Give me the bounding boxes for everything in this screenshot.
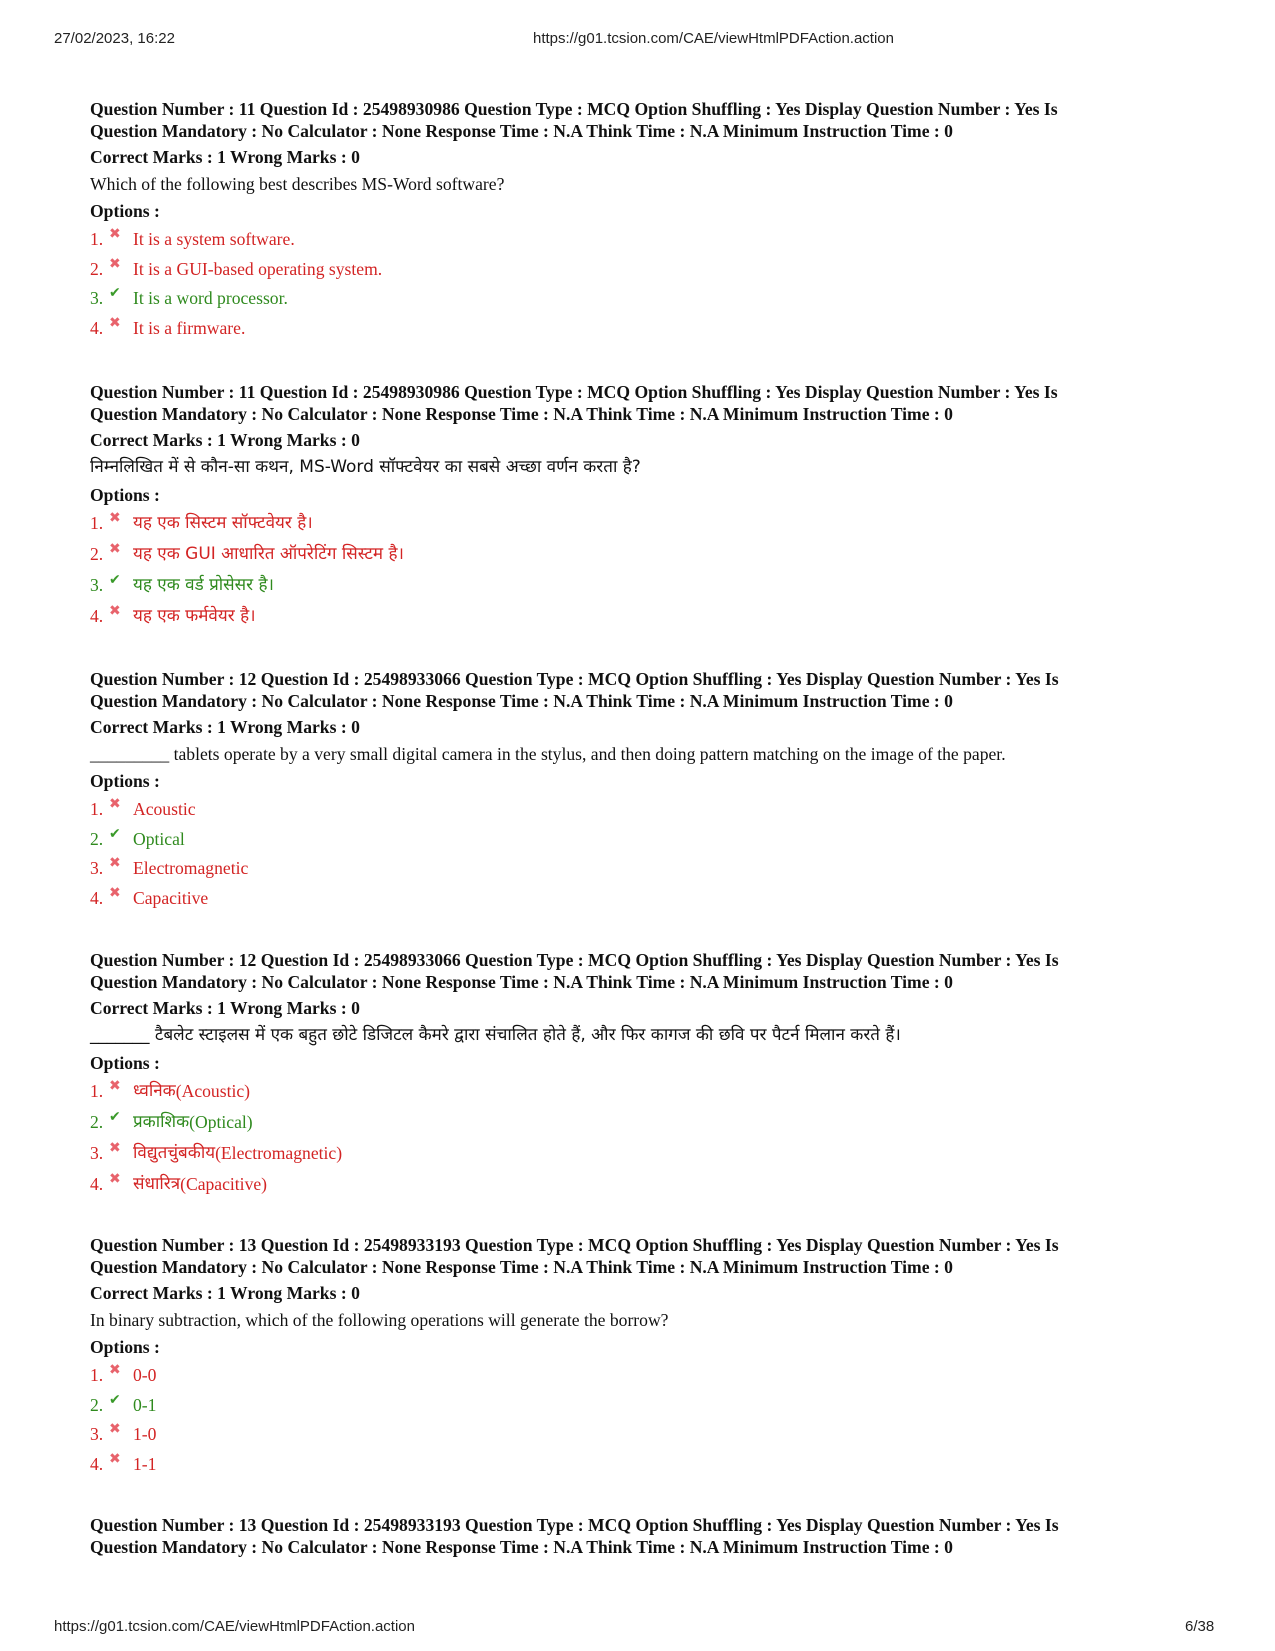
question-marks: Correct Marks : 1 Wrong Marks : 0	[90, 147, 360, 167]
question-marks: Correct Marks : 1 Wrong Marks : 0	[90, 998, 360, 1018]
print-datetime: 27/02/2023, 16:22	[54, 30, 175, 47]
option-item	[90, 287, 1200, 317]
cross-icon: ✖	[109, 603, 121, 619]
question-block	[90, 949, 1200, 1204]
option-text: Acoustic	[133, 799, 196, 819]
question-marks: Correct Marks : 1 Wrong Marks : 0	[90, 430, 360, 450]
option-text: It is a word processor.	[133, 288, 288, 308]
question-meta-line-1: Question Number : 11 Question Id : 25498930986 Question Type : MCQ Option Shuffling : Yes Display Question Number : Yes Is	[90, 99, 1058, 119]
cross-icon: ✖	[109, 796, 121, 812]
option-item	[90, 228, 1200, 258]
option-text: विद्युतचुंबकीय	[133, 1143, 216, 1163]
option-item	[90, 605, 1200, 636]
option-item	[90, 857, 1200, 887]
option-text: संधारित्र	[133, 1174, 181, 1194]
option-english-gloss: (Electromagnetic)	[215, 1143, 343, 1163]
question-block	[90, 98, 1200, 346]
option-text: Electromagnetic	[133, 858, 249, 878]
cross-icon: ✖	[109, 1421, 121, 1437]
cross-icon: ✖	[109, 226, 121, 242]
option-number: 1.	[90, 799, 104, 819]
option-english-gloss: (Optical)	[189, 1112, 253, 1132]
option-number: 4.	[90, 1174, 104, 1194]
options-list	[90, 798, 1200, 916]
option-number: 1.	[90, 1081, 104, 1101]
cross-icon: ✖	[109, 541, 121, 557]
option-item	[90, 1080, 1200, 1111]
question-block	[90, 1234, 1200, 1482]
cross-icon: ✖	[109, 510, 121, 526]
question-meta-line-2: Question Mandatory : No Calculator : None Response Time : N.A Think Time : N.A Minimum Instruction Time : 0	[90, 121, 953, 141]
question-text: _________ tablets operate by a very small digital camera in the stylus, and then doing pattern matching on the image of the paper.	[90, 744, 1006, 764]
question-meta-line-2: Question Mandatory : No Calculator : None Response Time : N.A Think Time : N.A Minimum Instruction Time : 0	[90, 1537, 953, 1557]
question-meta-line-2: Question Mandatory : No Calculator : None Response Time : N.A Think Time : N.A Minimum Instruction Time : 0	[90, 972, 953, 992]
question-text: _______ टैबलेट स्टाइलस में एक बहुत छोटे डिजिटल कैमरे द्वारा संचालित होते हैं, और फिर कागज की छवि पर पैटर्न मिलान करते हैं।	[90, 1025, 901, 1045]
option-text: 0-0	[133, 1365, 157, 1385]
question-meta-line-2: Question Mandatory : No Calculator : None Response Time : N.A Think Time : N.A Minimum Instruction Time : 0	[90, 404, 953, 424]
question-text: Which of the following best describes MS-Word software?	[90, 174, 505, 194]
option-number: 1.	[90, 229, 104, 249]
option-text: प्रकाशिक	[133, 1112, 190, 1132]
option-number: 2.	[90, 258, 104, 279]
option-item	[90, 512, 1200, 543]
option-number: 3.	[90, 1143, 104, 1163]
options-label: Options :	[90, 1053, 160, 1073]
options-list	[90, 1080, 1200, 1204]
cross-icon: ✖	[109, 314, 121, 331]
options-label: Options :	[90, 485, 160, 505]
option-text: Capacitive	[133, 887, 209, 908]
question-marks: Correct Marks : 1 Wrong Marks : 0	[90, 717, 360, 737]
option-item	[90, 798, 1200, 828]
option-item	[90, 1111, 1200, 1142]
option-text: ध्वनिक	[133, 1081, 176, 1101]
question-list	[90, 98, 1200, 1558]
question-meta-line-1: Question Number : 13 Question Id : 25498933193 Question Type : MCQ Option Shuffling : Yes Display Question Number : Yes Is	[90, 1235, 1059, 1255]
question-meta-line-2: Question Mandatory : No Calculator : None Response Time : N.A Think Time : N.A Minimum Instruction Time : 0	[90, 691, 953, 711]
option-text: It is a firmware.	[133, 317, 246, 338]
print-url-footer: https://g01.tcsion.com/CAE/viewHtmlPDFAction.action	[54, 1618, 415, 1635]
option-text: यह एक फर्मवेयर है।	[133, 606, 256, 626]
option-item	[90, 1391, 1200, 1424]
option-number: 4.	[90, 317, 104, 338]
check-icon: ✔	[109, 1109, 121, 1125]
options-list	[90, 228, 1200, 346]
option-text: यह एक वर्ड प्रोसेसर है।	[133, 575, 274, 595]
cross-icon: ✖	[109, 884, 121, 901]
option-item	[90, 1364, 1200, 1394]
option-text: It is a GUI-based operating system.	[133, 258, 383, 279]
option-number: 1.	[90, 1365, 104, 1385]
option-number: 4.	[90, 887, 104, 908]
option-number: 2.	[90, 1394, 104, 1415]
option-item	[90, 314, 1200, 347]
option-text: यह एक सिस्टम सॉफ्टवेयर है।	[133, 513, 313, 533]
option-item	[90, 543, 1200, 574]
question-meta-line-1: Question Number : 11 Question Id : 25498930986 Question Type : MCQ Option Shuffling : Yes Display Question Number : Yes Is	[90, 382, 1058, 402]
option-item	[90, 1173, 1200, 1204]
option-item	[90, 1450, 1200, 1483]
option-english-gloss: (Capacitive)	[180, 1174, 268, 1194]
check-icon: ✔	[109, 825, 121, 842]
option-english-gloss: (Acoustic)	[175, 1081, 251, 1101]
question-text: In binary subtraction, which of the following operations will generate the borrow?	[90, 1310, 669, 1330]
print-url-header: https://g01.tcsion.com/CAE/viewHtmlPDFAction.action	[533, 30, 894, 47]
question-block	[90, 1514, 1200, 1558]
option-item	[90, 825, 1200, 858]
option-text: यह एक GUI आधारित ऑपरेटिंग सिस्टम है।	[133, 544, 404, 564]
option-number: 2.	[90, 544, 104, 564]
options-list	[90, 512, 1200, 636]
option-number: 3.	[90, 858, 104, 878]
option-number: 1.	[90, 513, 104, 533]
options-label: Options :	[90, 771, 160, 791]
check-icon: ✔	[109, 1391, 121, 1408]
cross-icon: ✖	[109, 1362, 121, 1378]
option-number: 4.	[90, 1453, 104, 1474]
option-item	[90, 574, 1200, 605]
option-number: 3.	[90, 1424, 104, 1444]
option-item	[90, 1423, 1200, 1453]
cross-icon: ✖	[109, 855, 121, 871]
cross-icon: ✖	[109, 1078, 121, 1094]
check-icon: ✔	[109, 572, 121, 588]
check-icon: ✔	[109, 285, 121, 301]
question-text: निम्नलिखित में से कौन-सा कथन, MS-Word सॉफ्टवेयर का सबसे अच्छा वर्णन करता है?	[90, 457, 641, 477]
option-item	[90, 255, 1200, 288]
option-text: 0-1	[133, 1394, 157, 1415]
options-list	[90, 1364, 1200, 1482]
option-text: 1-1	[133, 1453, 157, 1474]
question-marks: Correct Marks : 1 Wrong Marks : 0	[90, 1283, 360, 1303]
option-number: 4.	[90, 606, 104, 626]
option-text: 1-0	[133, 1424, 157, 1444]
option-text: It is a system software.	[133, 229, 295, 249]
options-label: Options :	[90, 201, 160, 221]
question-meta-line-2: Question Mandatory : No Calculator : None Response Time : N.A Think Time : N.A Minimum Instruction Time : 0	[90, 1257, 953, 1277]
cross-icon: ✖	[109, 255, 121, 272]
cross-icon: ✖	[109, 1450, 121, 1467]
question-meta-line-1: Question Number : 12 Question Id : 25498933066 Question Type : MCQ Option Shuffling : Yes Display Question Number : Yes Is	[90, 669, 1059, 689]
option-number: 3.	[90, 575, 104, 595]
question-block	[90, 381, 1200, 636]
option-item	[90, 884, 1200, 917]
question-block	[90, 668, 1200, 916]
cross-icon: ✖	[109, 1140, 121, 1156]
option-number: 2.	[90, 828, 104, 849]
option-item	[90, 1142, 1200, 1173]
page-number: 6/38	[1185, 1618, 1215, 1635]
options-label: Options :	[90, 1337, 160, 1357]
option-number: 3.	[90, 288, 104, 308]
cross-icon: ✖	[109, 1171, 121, 1187]
question-meta-line-1: Question Number : 12 Question Id : 25498933066 Question Type : MCQ Option Shuffling : Yes Display Question Number : Yes Is	[90, 950, 1059, 970]
option-number: 2.	[90, 1112, 104, 1132]
option-text: Optical	[133, 828, 185, 849]
question-meta-line-1: Question Number : 13 Question Id : 25498933193 Question Type : MCQ Option Shuffling : Yes Display Question Number : Yes Is	[90, 1515, 1059, 1535]
